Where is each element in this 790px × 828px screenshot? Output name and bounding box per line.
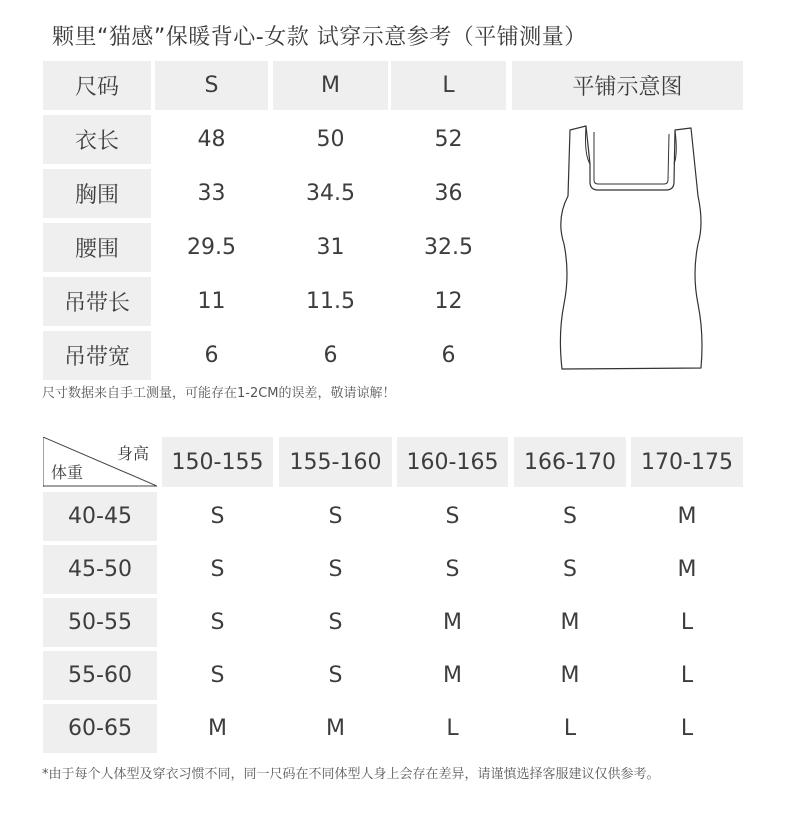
table-cell: M [443,663,462,688]
table-cell: S [210,504,225,529]
table-cell: L [446,716,459,741]
height-header: 170-175 [631,437,743,487]
table-cell: M [208,716,227,741]
table-cell: S [563,504,577,529]
table-cell: 29.5 [187,235,236,260]
table-cell: 31 [316,235,345,260]
row-label-strap-width: 吊带宽 [43,331,151,380]
row-label-strap-length: 吊带长 [43,277,151,326]
table-cell: S [445,557,460,582]
table-cell: M [677,504,697,529]
table-cell: 32.5 [424,235,473,260]
height-header: 155-160 [279,437,392,487]
weight-label: 45-50 [43,545,157,594]
vest-diagram [548,124,718,374]
height-header: 150-155 [162,437,273,487]
fit-disclaimer: *由于每个人体型及穿衣习惯不同，同一尺码在不同体型人身上会存在差异，请谨慎选择客服建议仅供参考。 [42,767,660,782]
table-cell: L [563,716,577,741]
table-cell: M [326,716,345,741]
table-cell: 6 [441,343,456,368]
table-cell: S [328,610,343,635]
table-cell: 12 [434,289,463,314]
size-header-s: S [155,61,268,110]
table-cell: M [560,663,580,688]
table-cell: S [210,610,225,635]
weight-label: 55-60 [43,651,157,700]
table-cell: 6 [323,343,338,368]
measurement-note: 尺寸数据来自手工测量，可能存在1-2CM的误差，敬请谅解！ [42,386,396,401]
row-label-length: 衣长 [43,115,151,164]
table-cell: S [445,504,460,529]
weight-label: 40-45 [43,492,157,541]
table-cell: M [560,610,580,635]
table-cell: 36 [434,181,463,206]
corner-cell [43,437,157,487]
table-cell: S [328,557,343,582]
table-cell: 6 [204,343,219,368]
corner-weight-label: 体重 [51,463,84,482]
diagram-header: 平铺示意图 [512,61,743,110]
table-cell: L [680,716,694,741]
table-cell: S [210,557,225,582]
height-header: 166-170 [514,437,626,487]
table-cell: 50 [316,127,345,152]
table-cell: 48 [197,127,226,152]
height-header: 160-165 [397,437,508,487]
size-header-m: M [273,61,388,110]
row-label-waist: 腰围 [43,223,151,272]
weight-label: 60-65 [43,704,157,753]
table-cell: 11 [197,289,226,314]
table-cell: S [328,663,343,688]
table-cell: L [680,610,694,635]
table-cell: S [210,663,225,688]
table-cell: 52 [434,127,463,152]
row-label-chest: 胸围 [43,169,151,218]
size-header-l: L [391,61,506,110]
size-header-label: 尺码 [43,61,151,110]
table-cell: S [563,557,577,582]
weight-label: 50-55 [43,598,157,647]
table-cell: L [680,663,694,688]
table-cell: M [443,610,462,635]
table-cell: M [677,557,697,582]
table-cell: 34.5 [306,181,355,206]
table-cell: 11.5 [306,289,355,314]
corner-height-label: 身高 [116,444,149,463]
table-cell: 33 [197,181,226,206]
table-cell: S [328,504,343,529]
page-title: 颗里“猫感”保暖背心-女款 试穿示意参考（平铺测量） [52,25,587,50]
